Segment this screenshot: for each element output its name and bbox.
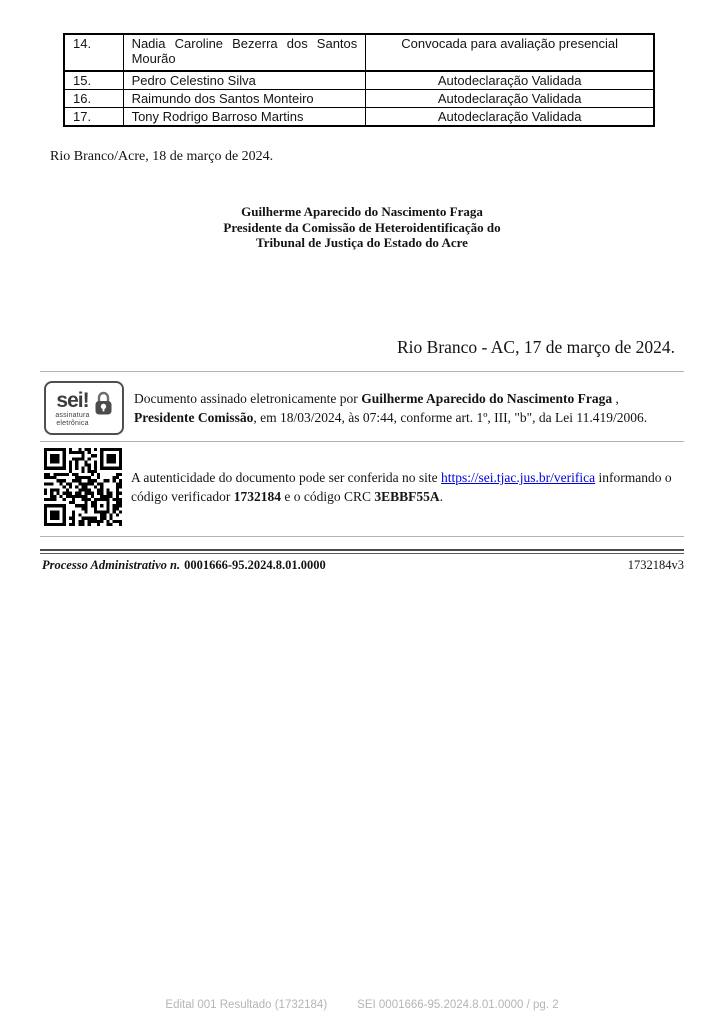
signatory-role-line1: Presidente da Comissão de Heteroidentificação do — [223, 219, 501, 235]
verification-statement — [131, 468, 680, 506]
table-row — [64, 108, 654, 127]
candidate-status: Autodeclaração Validada — [366, 71, 654, 90]
sei-logo — [44, 381, 124, 435]
process-reference — [42, 558, 326, 573]
sei-sub1: assinatura — [55, 411, 90, 419]
row-number: 14. — [64, 34, 123, 71]
process-number: 0001666-95.2024.8.01.0000 — [184, 558, 326, 572]
sei-signature-block — [44, 381, 680, 435]
sei-sub2: eletrônica — [56, 419, 89, 427]
table-row — [64, 34, 654, 71]
qr-code — [44, 448, 122, 526]
table-row — [64, 71, 654, 90]
results-table — [63, 33, 655, 127]
footer-rule — [40, 549, 684, 554]
verification-link[interactable]: https://sei.tjac.jus.br/verifica — [441, 470, 596, 485]
verify-mid2: e o código CRC — [280, 489, 375, 504]
signatory-block — [0, 204, 724, 251]
divider — [40, 536, 684, 537]
crc-code: 3EBBF55A — [374, 489, 440, 504]
dateline-city-18-march: Rio Branco/Acre, 18 de março de 2024. — [50, 149, 274, 164]
candidate-name: Nadia Caroline Bezerra dos Santos Mourão — [123, 34, 366, 71]
candidate-name: Raimundo dos Santos Monteiro — [123, 90, 366, 108]
page-footer-sei-page: SEI 0001666-95.2024.8.01.0000 / pg. 2 — [357, 999, 559, 1011]
dateline-city-17-march: Rio Branco - AC, 17 de março de 2024. — [396, 337, 675, 357]
process-label: Processo Administrativo n. — [42, 558, 181, 572]
sig-separator: , — [612, 391, 619, 406]
sig-signer-role: Presidente Comissão — [134, 410, 254, 425]
divider — [40, 441, 684, 442]
sei-logo-text — [55, 390, 89, 427]
signatory-role-line2: Tribunal de Justiça do Estado do Acre — [256, 235, 468, 250]
verify-suffix: . — [439, 489, 443, 504]
sig-prefix: Documento assinado eletronicamente por — [134, 391, 362, 406]
sig-signer-name: Guilherme Aparecido do Nascimento Fraga — [361, 391, 613, 406]
row-number: 15. — [64, 71, 123, 90]
signatory-name: Guilherme Aparecido do Nascimento Fraga — [241, 204, 483, 219]
process-footer — [42, 558, 684, 573]
row-number: 17. — [64, 108, 123, 127]
signature-statement — [134, 389, 680, 427]
sig-suffix: , em 18/03/2024, às 07:44, conforme art. 1º, III, "b", da Lei 11.419/2006. — [253, 410, 648, 425]
candidate-name: Pedro Celestino Silva — [123, 71, 366, 90]
candidate-name: Tony Rodrigo Barroso Martins — [123, 108, 366, 127]
table-row — [64, 90, 654, 108]
sei-brand: sei! — [56, 388, 89, 412]
divider — [40, 371, 684, 372]
verifier-code: 1732184 — [233, 489, 281, 504]
candidate-status: Autodeclaração Validada — [366, 108, 654, 127]
page-footer-document: Edital 001 Resultado (1732184) — [165, 999, 328, 1011]
row-number: 16. — [64, 90, 123, 108]
padlock-icon — [94, 391, 113, 416]
verification-block — [44, 448, 680, 526]
candidate-status: Autodeclaração Validada — [366, 90, 654, 108]
page-footer — [0, 999, 724, 1011]
verify-prefix: A autenticidade do documento pode ser conferida no site — [131, 470, 442, 485]
document-version: 1732184v3 — [627, 558, 684, 572]
verify-mid1: informando o código verificador — [131, 470, 672, 504]
candidate-status: Convocada para avaliação presencial — [366, 34, 654, 71]
